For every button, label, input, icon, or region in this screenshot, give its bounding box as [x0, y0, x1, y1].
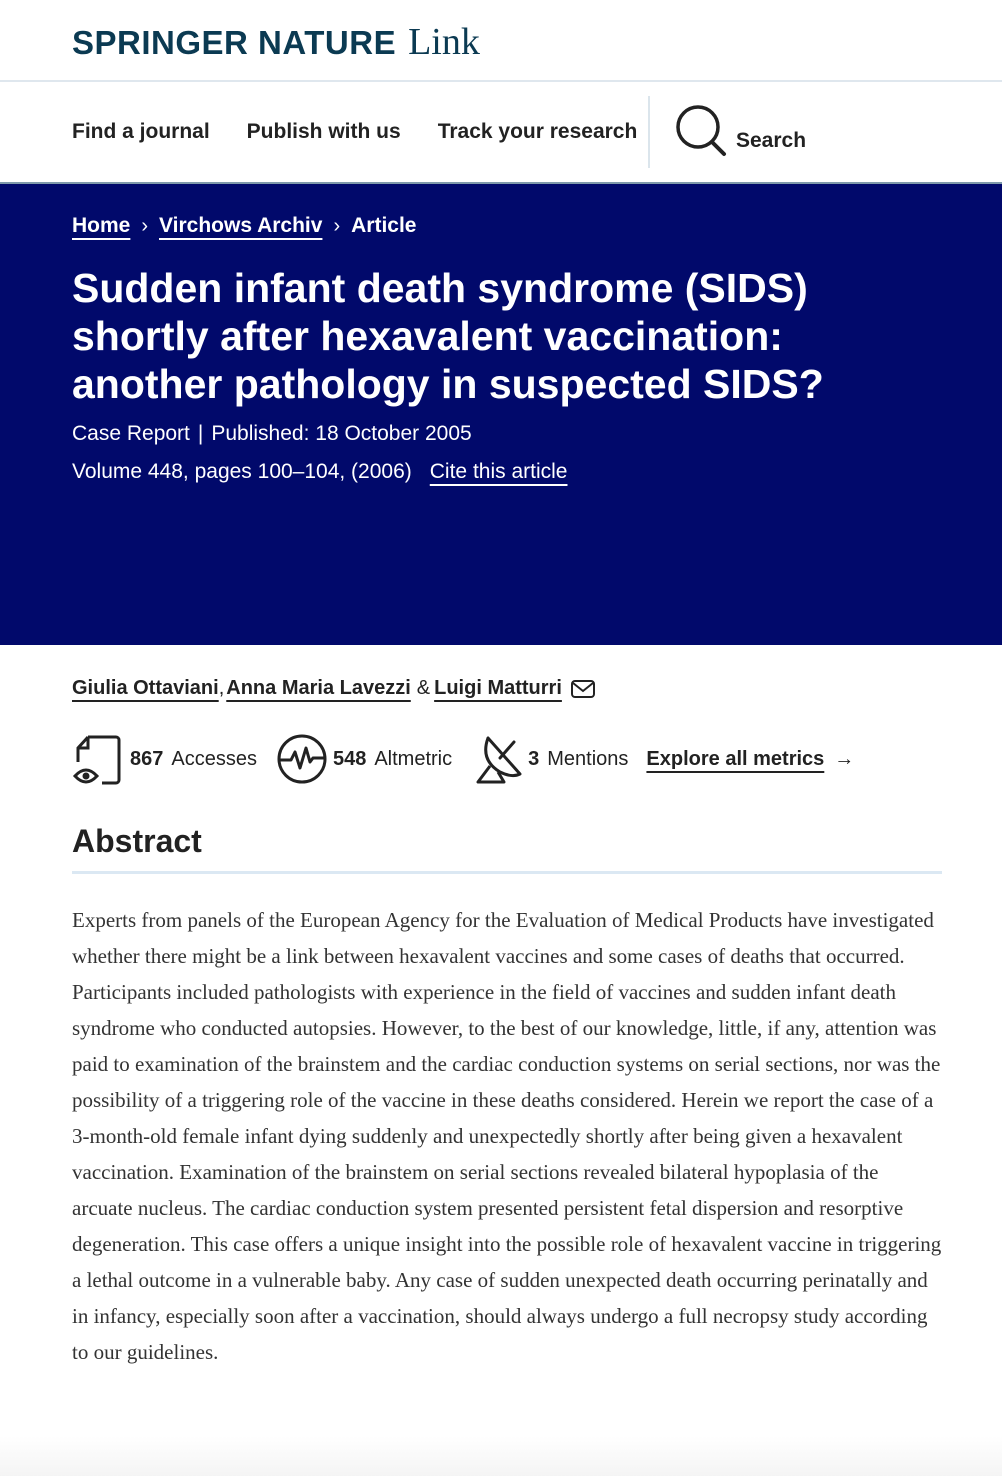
altmetric-score: 548	[332, 747, 367, 770]
article-meta	[72, 422, 472, 446]
altmetric-label: Altmetric	[374, 747, 453, 770]
breadcrumb-home[interactable]: Home	[72, 214, 131, 237]
nav-publish-with-us[interactable]: Publish with us	[246, 120, 401, 143]
breadcrumb	[72, 214, 416, 238]
breadcrumb-journal[interactable]: Virchows Archiv	[159, 214, 323, 237]
article-hero	[0, 184, 1002, 645]
accesses-count: 867	[130, 747, 164, 770]
explore-all-metrics-link[interactable]	[646, 748, 824, 771]
article-type: Case Report	[72, 422, 190, 445]
explore-label: Explore all metrics	[646, 747, 825, 770]
author-list	[72, 677, 596, 700]
meta-separator: |	[197, 422, 204, 445]
bottom-fade	[0, 1436, 1002, 1476]
author-separator: &	[416, 677, 431, 699]
nav-find-journal[interactable]: Find a journal	[72, 120, 210, 143]
main-nav	[0, 82, 1002, 184]
nav-links	[72, 120, 674, 144]
author-link[interactable]: Luigi Matturri	[434, 677, 562, 699]
altmetric-metric	[275, 732, 452, 786]
breadcrumb-current: Article	[351, 214, 417, 237]
brand-main: SPRINGER NATURE	[72, 24, 397, 61]
volume-pages: Volume 448, pages 100–104, (2006)	[72, 460, 412, 483]
author-link[interactable]: Anna Maria Lavezzi	[226, 677, 411, 699]
author-separator: ,	[218, 677, 225, 699]
mentions-count: 3	[528, 747, 540, 770]
search-icon	[674, 104, 728, 158]
arrow-right-icon: →	[834, 747, 855, 770]
accesses-label: Accesses	[171, 747, 257, 770]
abstract-heading: Abstract	[72, 823, 202, 859]
published-date: Published: 18 October 2005	[211, 422, 472, 445]
springer-nature-link-logo[interactable]	[72, 20, 480, 64]
mentions-label: Mentions	[547, 747, 629, 770]
brand-bar	[0, 0, 1002, 82]
chevron-right-icon: ›	[141, 214, 149, 237]
nav-divider	[648, 96, 650, 168]
mentions-metric	[470, 732, 628, 786]
abstract-divider	[72, 871, 942, 874]
article-metrics	[72, 732, 854, 786]
satellite-dish-icon	[470, 732, 524, 786]
author-link[interactable]: Giulia Ottaviani	[72, 677, 219, 699]
article-title: Sudden infant death syndrome (SIDS) shortly after hexavalent vaccination: another pathology in suspected SIDS?	[72, 265, 824, 407]
cite-this-article-link[interactable]: Cite this article	[429, 460, 568, 483]
nav-track-research[interactable]: Track your research	[437, 120, 638, 143]
search-label: Search	[736, 129, 807, 152]
pulse-icon	[275, 732, 329, 786]
eye-document-icon	[72, 732, 126, 786]
mail-icon[interactable]	[570, 678, 596, 700]
article-citation-info	[72, 460, 567, 484]
brand-link: Link	[408, 21, 480, 63]
search-button[interactable]	[674, 104, 806, 158]
chevron-right-icon: ›	[333, 214, 341, 237]
accesses-metric	[72, 732, 257, 786]
abstract-text: Experts from panels of the European Agency for the Evaluation of Medical Products have investigated whether there might be a link between hexavalent vaccines and some cases of deaths that occurred. Participants included pathologists with experience in the field of vaccines and sudden infant death syndrome who conducted autopsies. However, to the best of our knowledge, little, if any, attention was paid to examination of the brainstem and the cardiac conduction systems on serial sections, nor was the possibility of a triggering role of the vaccine in these deaths considered. Herein we report the case of a 3-month-old female infant dying suddenly and unexpectedly shortly after being given a hexavalent vaccination. Examination of the brainstem on serial sections revealed bilateral hypoplasia of the arcuate nucleus. The cardiac conduction system presented persistent fetal dispersion and resorptive degeneration. This case offers a unique insight into the possible role of hexavalent vaccine in triggering a lethal outcome in a vulnerable baby. Any case of sudden unexpected death occurring perinatally and in infancy, especially soon after a vaccination, should always undergo a full necropsy study according to our guidelines.	[72, 908, 942, 1364]
